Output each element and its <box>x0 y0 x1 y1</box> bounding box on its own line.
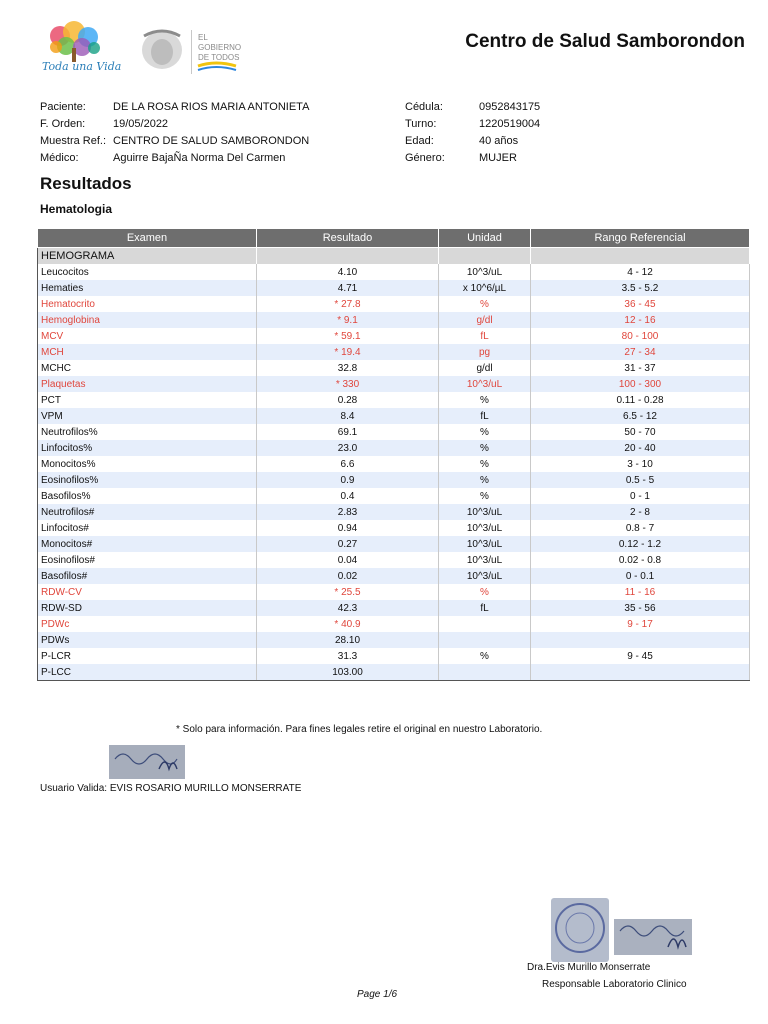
center-title: Centro de Salud Samborondon <box>465 31 745 52</box>
cell-range: 31 - 37 <box>531 360 750 376</box>
cell-exam: Neutrofilos% <box>38 424 257 440</box>
cell-range: 9 - 45 <box>531 648 750 664</box>
sample-ref: CENTRO DE SALUD SAMBORONDON <box>113 135 310 147</box>
cell-result: 8.4 <box>257 408 439 424</box>
cell-unit: x 10^6/µL <box>439 280 531 296</box>
turn-label: Turno: <box>405 118 437 130</box>
table-row <box>38 504 750 520</box>
results-heading: Resultados <box>40 174 132 193</box>
turn-value: 1220519004 <box>479 118 541 130</box>
id-label: Cédula: <box>405 101 443 113</box>
table-row <box>38 424 750 440</box>
table-row <box>38 408 750 424</box>
cell-unit: g/dl <box>439 312 531 328</box>
cell-range: 100 - 300 <box>531 376 750 392</box>
cell-range: 0 - 0.1 <box>531 568 750 584</box>
cell-result: 0.27 <box>257 536 439 552</box>
cell-range: 20 - 40 <box>531 440 750 456</box>
cell-range: 35 - 56 <box>531 600 750 616</box>
order-date-label: F. Orden: <box>40 118 86 130</box>
cell-result: 23.0 <box>257 440 439 456</box>
cell-unit: g/dl <box>439 360 531 376</box>
cell-exam: Basofilos% <box>38 488 257 504</box>
cell-exam: PDWc <box>38 616 257 632</box>
results-table <box>37 228 750 681</box>
cell-unit: fL <box>439 600 531 616</box>
cell-range <box>531 632 750 648</box>
table-row <box>38 552 750 568</box>
column-header-exam: Examen <box>38 229 257 248</box>
cell-exam: Leucocitos <box>38 264 257 280</box>
cell-result: 0.02 <box>257 568 439 584</box>
cell-result: 42.3 <box>257 600 439 616</box>
table-header-row <box>38 229 750 248</box>
table-row <box>38 376 750 392</box>
cell-result: * 40.9 <box>257 616 439 632</box>
cell-result: 0.9 <box>257 472 439 488</box>
cell-exam: Plaquetas <box>38 376 257 392</box>
group-row <box>38 248 750 265</box>
responsible-title: Responsable Laboratorio Clinico <box>542 979 687 990</box>
cell-unit: % <box>439 424 531 440</box>
table-row <box>38 632 750 648</box>
cell-exam: Monocitos# <box>38 536 257 552</box>
table-row <box>38 472 750 488</box>
responsible-name: Dra.Evis Murillo Monserrate <box>527 962 651 973</box>
disclaimer-note: * Solo para información. Para fines legales retire el original en nuestro Laboratorio. <box>176 724 543 735</box>
page-number: Page 1/6 <box>357 989 398 1000</box>
cell-result: 6.6 <box>257 456 439 472</box>
cell-unit: 10^3/uL <box>439 504 531 520</box>
cell-exam: Hematocrito <box>38 296 257 312</box>
table-row <box>38 456 750 472</box>
cell-exam: Hematies <box>38 280 257 296</box>
cell-exam: PCT <box>38 392 257 408</box>
cell-range: 0.12 - 1.2 <box>531 536 750 552</box>
table-row <box>38 536 750 552</box>
cell-range <box>531 664 750 681</box>
cell-range: 3 - 10 <box>531 456 750 472</box>
cell-range: 0.8 - 7 <box>531 520 750 536</box>
cell-result: * 27.8 <box>257 296 439 312</box>
toda-una-vida-logo <box>38 20 122 80</box>
table-row <box>38 312 750 328</box>
table-row <box>38 488 750 504</box>
cell-unit: % <box>439 488 531 504</box>
logo-text: Toda una Vida <box>42 60 122 73</box>
cell-exam: Eosinofilos# <box>38 552 257 568</box>
cell-unit: % <box>439 648 531 664</box>
cell-result: 103.00 <box>257 664 439 681</box>
id-value: 0952843175 <box>479 101 541 113</box>
gender-label: Género: <box>405 152 445 164</box>
table-row <box>38 392 750 408</box>
cell-exam: MCV <box>38 328 257 344</box>
cell-unit <box>439 632 531 648</box>
table-row <box>38 520 750 536</box>
table-row <box>38 648 750 664</box>
cell-result: 0.94 <box>257 520 439 536</box>
cell-unit: % <box>439 392 531 408</box>
cell-unit: 10^3/uL <box>439 568 531 584</box>
table-row <box>38 264 750 280</box>
cell-unit: fL <box>439 328 531 344</box>
gobierno-logo <box>136 26 256 78</box>
cell-result: * 25.5 <box>257 584 439 600</box>
sample-ref-label: Muestra Ref.: <box>40 135 107 147</box>
cell-result: 4.71 <box>257 280 439 296</box>
cell-result: 4.10 <box>257 264 439 280</box>
cell-exam: RDW-CV <box>38 584 257 600</box>
age-label: Edad: <box>405 135 434 147</box>
cell-exam: Linfocitos% <box>38 440 257 456</box>
section-heading: Hematologia <box>40 202 113 216</box>
cell-unit <box>439 616 531 632</box>
cell-exam: P-LCC <box>38 664 257 681</box>
table-row <box>38 360 750 376</box>
laboratory-stamp <box>551 898 609 962</box>
table-row <box>38 584 750 600</box>
cell-unit: % <box>439 440 531 456</box>
table-row <box>38 664 750 681</box>
table-row <box>38 328 750 344</box>
cell-result: 69.1 <box>257 424 439 440</box>
cell-result: 28.10 <box>257 632 439 648</box>
cell-exam: VPM <box>38 408 257 424</box>
table-row <box>38 616 750 632</box>
cell-unit: % <box>439 296 531 312</box>
cell-result: 32.8 <box>257 360 439 376</box>
svg-text:GOBIERNO: GOBIERNO <box>198 43 242 52</box>
cell-range: 0.5 - 5 <box>531 472 750 488</box>
table-row <box>38 568 750 584</box>
cell-unit: 10^3/uL <box>439 520 531 536</box>
order-date: 19/05/2022 <box>113 118 169 130</box>
cell-range: 2 - 8 <box>531 504 750 520</box>
validator-signature <box>109 745 185 779</box>
column-header-result: Resultado <box>257 229 439 248</box>
cell-exam: Linfocitos# <box>38 520 257 536</box>
column-header-unit: Unidad <box>439 229 531 248</box>
cell-unit: 10^3/uL <box>439 376 531 392</box>
table-row <box>38 440 750 456</box>
column-header-range: Rango Referencial <box>531 229 750 248</box>
cell-unit: % <box>439 456 531 472</box>
cell-range: 27 - 34 <box>531 344 750 360</box>
cell-exam: Neutrofilos# <box>38 504 257 520</box>
cell-range: 12 - 16 <box>531 312 750 328</box>
cell-unit: pg <box>439 344 531 360</box>
table-row <box>38 344 750 360</box>
cell-result: * 59.1 <box>257 328 439 344</box>
doctor-label: Médico: <box>40 152 79 164</box>
cell-unit: % <box>439 472 531 488</box>
patient-label: Paciente: <box>40 101 86 113</box>
cell-exam: Hemoglobina <box>38 312 257 328</box>
cell-exam: Monocitos% <box>38 456 257 472</box>
cell-result: * 9.1 <box>257 312 439 328</box>
cell-result: 2.83 <box>257 504 439 520</box>
cell-unit: 10^3/uL <box>439 536 531 552</box>
age-value: 40 años <box>479 135 519 147</box>
cell-range: 11 - 16 <box>531 584 750 600</box>
cell-exam: Basofilos# <box>38 568 257 584</box>
cell-range: 0.11 - 0.28 <box>531 392 750 408</box>
cell-result: 0.04 <box>257 552 439 568</box>
cell-unit: 10^3/uL <box>439 552 531 568</box>
cell-exam: P-LCR <box>38 648 257 664</box>
cell-range: 0.02 - 0.8 <box>531 552 750 568</box>
gender-value: MUJER <box>479 152 517 164</box>
cell-unit: fL <box>439 408 531 424</box>
cell-range: 6.5 - 12 <box>531 408 750 424</box>
cell-range: 9 - 17 <box>531 616 750 632</box>
cell-unit: 10^3/uL <box>439 264 531 280</box>
svg-text:DE TODOS: DE TODOS <box>198 53 240 62</box>
responsible-signature <box>614 919 692 955</box>
patient-name: DE LA ROSA RIOS MARIA ANTONIETA <box>113 101 310 113</box>
svg-text:EL: EL <box>198 33 208 42</box>
cell-result: 0.4 <box>257 488 439 504</box>
cell-result: 0.28 <box>257 392 439 408</box>
table-row <box>38 296 750 312</box>
cell-range: 50 - 70 <box>531 424 750 440</box>
cell-result: * 330 <box>257 376 439 392</box>
cell-exam: Eosinofilos% <box>38 472 257 488</box>
table-row <box>38 600 750 616</box>
cell-range: 36 - 45 <box>531 296 750 312</box>
cell-range: 0 - 1 <box>531 488 750 504</box>
cell-exam: MCHC <box>38 360 257 376</box>
table-row <box>38 280 750 296</box>
cell-range: 3.5 - 5.2 <box>531 280 750 296</box>
cell-unit: % <box>439 584 531 600</box>
cell-exam: RDW-SD <box>38 600 257 616</box>
group-label: HEMOGRAMA <box>38 248 257 265</box>
cell-result: * 19.4 <box>257 344 439 360</box>
cell-unit <box>439 664 531 681</box>
cell-range: 4 - 12 <box>531 264 750 280</box>
cell-range: 80 - 100 <box>531 328 750 344</box>
cell-result: 31.3 <box>257 648 439 664</box>
cell-exam: PDWs <box>38 632 257 648</box>
cell-exam: MCH <box>38 344 257 360</box>
validator-user: Usuario Valida: EVIS ROSARIO MURILLO MONSERRATE <box>40 783 302 794</box>
doctor-name: Aguirre BajaÑa Norma Del Carmen <box>113 152 286 164</box>
